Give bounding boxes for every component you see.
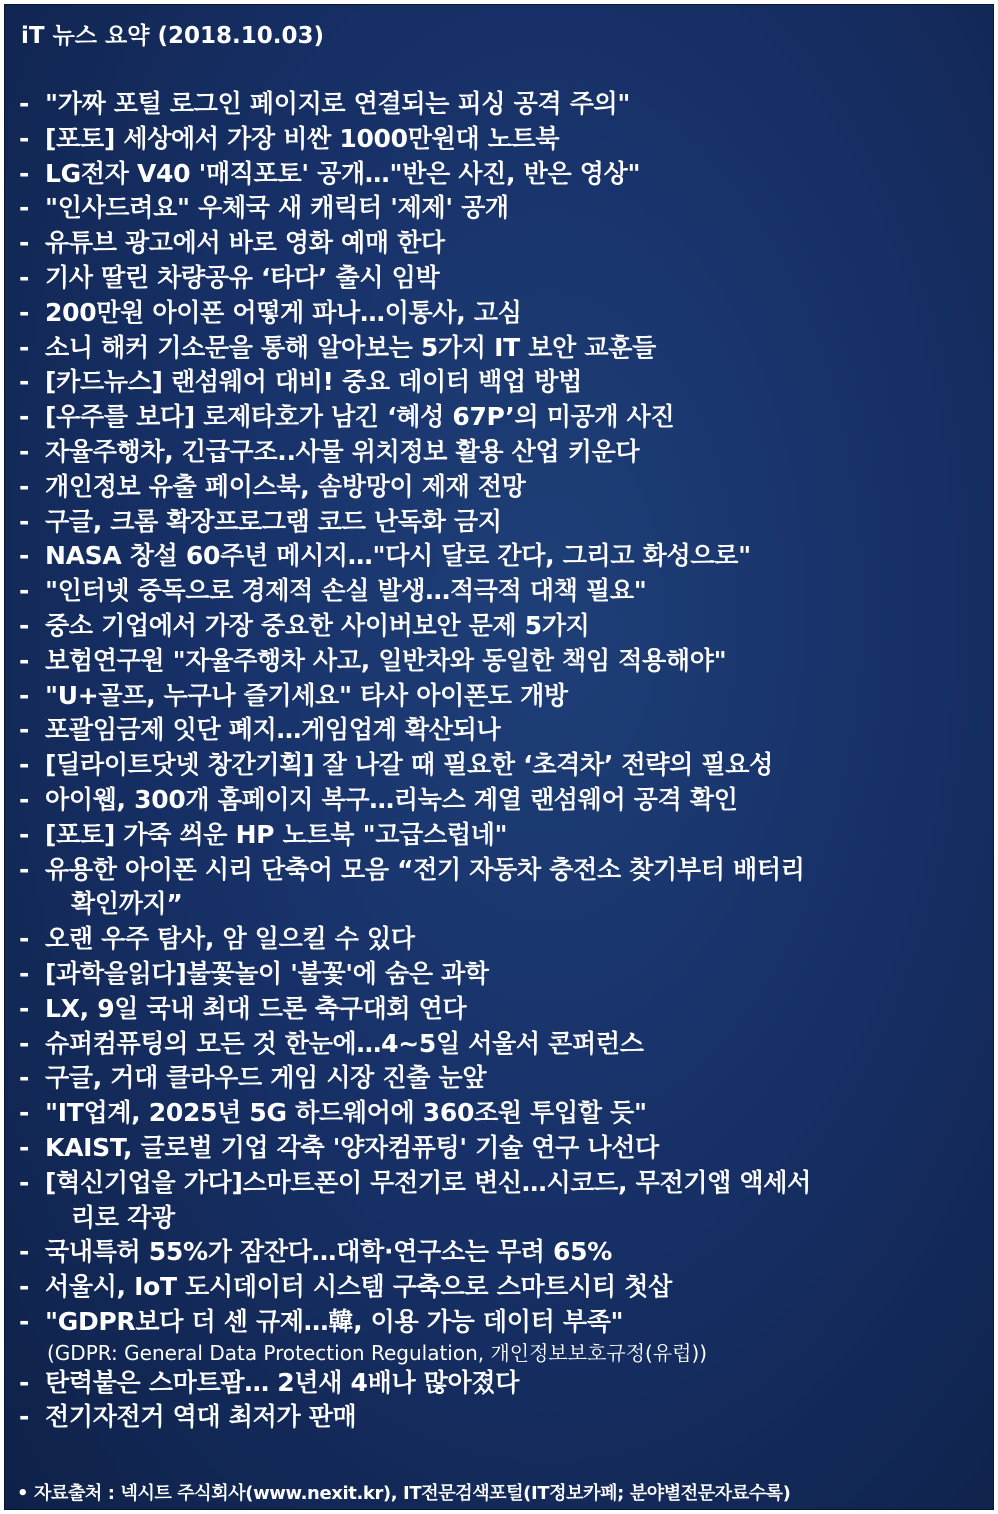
source-note: • 자료출처 : 넥시트 주식회사(www.nexit.kr), IT전문검색포털(IT정보카페; 분야별전문자료수록) xyxy=(17,1483,791,1504)
news-item xyxy=(19,853,985,923)
bullet-dash: - xyxy=(19,89,30,118)
bullet-dash: - xyxy=(19,610,30,640)
news-item xyxy=(19,470,985,505)
bullet-dash: - xyxy=(19,1098,30,1128)
bullet-dash: - xyxy=(19,123,30,153)
bullet-dash: - xyxy=(19,715,30,745)
news-headline: [우주를 보다] 로제타호가 남긴 ‘혜성 67P’의 미공개 사진 xyxy=(45,402,675,432)
news-item xyxy=(19,261,985,296)
news-item xyxy=(19,505,985,540)
news-headline: [포토] 가죽 씌운 HP 노트북 "고급스럽네" xyxy=(45,819,508,849)
news-headline: 구글, 거대 클라우드 게임 시장 진출 눈앞 xyxy=(45,1063,487,1093)
bullet-dash: - xyxy=(19,854,30,884)
news-item xyxy=(19,1061,985,1096)
news-headline: "가짜 포털 로그인 페이지로 연결되는 피싱 공격 주의" xyxy=(45,89,631,118)
news-item xyxy=(19,226,985,261)
bullet-dash: - xyxy=(19,1132,30,1162)
bullet-dash: - xyxy=(19,1367,30,1397)
news-item xyxy=(19,331,985,366)
news-headline: "GDPR보다 더 센 규제…韓, 이용 가능 데이터 부족" xyxy=(45,1306,624,1336)
news-headline: [카드뉴스] 랜섬웨어 대비! 중요 데이터 백업 방법 xyxy=(45,367,582,397)
news-headline: LG전자 V40 '매직포토' 공개…"반은 사진, 반은 영상" xyxy=(45,158,641,188)
bullet-dash: - xyxy=(19,402,30,432)
news-item xyxy=(19,296,985,331)
bullet-dash: - xyxy=(19,193,30,223)
news-headline: 아이웹, 300개 홈페이지 복구…리눅스 계열 랜섬웨어 공격 확인 xyxy=(45,784,738,814)
bullet-dash: - xyxy=(19,1063,30,1093)
news-item xyxy=(19,1027,985,1062)
bullet-dash: - xyxy=(19,436,30,466)
news-headline: 서울시, IoT 도시데이터 시스템 구축으로 스마트시티 첫삽 xyxy=(45,1272,672,1302)
bullet-dash: - xyxy=(19,1306,30,1336)
bullet-dash: - xyxy=(19,506,30,536)
news-item xyxy=(19,1131,985,1166)
news-headline: "인사드려요" 우체국 새 캐릭터 '제제' 공개 xyxy=(45,193,509,223)
news-item xyxy=(19,748,985,783)
news-headline-continuation: 리로 각광 xyxy=(71,1202,175,1232)
bullet-dash: - xyxy=(19,1167,30,1197)
bullet-dash: - xyxy=(19,784,30,814)
bullet-dash: - xyxy=(19,228,30,258)
news-headline: 국내특허 55%가 잠잔다…대학·연구소는 무려 65% xyxy=(45,1237,612,1267)
bullet-dash: - xyxy=(19,297,30,327)
bullet-dash: - xyxy=(19,680,30,710)
bullet-dash: - xyxy=(19,1237,30,1267)
news-item xyxy=(19,539,985,574)
news-headline: KAIST, 글로벌 기업 각축 '양자컴퓨팅' 기술 연구 나선다 xyxy=(45,1132,659,1162)
news-headline: "IT업계, 2025년 5G 하드웨어에 360조원 투입할 듯" xyxy=(45,1098,647,1128)
news-item xyxy=(19,1235,985,1270)
bullet-dash: - xyxy=(19,1028,30,1058)
news-item xyxy=(19,1305,985,1366)
news-headline: 전기자전거 역대 최저가 판매 xyxy=(45,1402,357,1432)
news-headline: 구글, 크롬 확장프로그램 코드 난독화 금지 xyxy=(45,506,502,536)
news-list xyxy=(19,87,985,1435)
bullet-dash: - xyxy=(19,367,30,397)
news-item xyxy=(19,1366,985,1401)
bullet-dash: - xyxy=(19,924,30,954)
bullet-dash: - xyxy=(19,1402,30,1432)
bullet-dash: - xyxy=(19,158,30,188)
bullet-dash: - xyxy=(19,993,30,1023)
news-headline: 유용한 아이폰 시리 단축어 모음 “전기 자동차 충전소 찾기부터 배터리 xyxy=(45,854,805,884)
news-item xyxy=(19,400,985,435)
bullet-dash: - xyxy=(19,541,30,571)
news-headline: "인터넷 중독으로 경제적 손실 발생…적극적 대책 필요" xyxy=(45,576,647,606)
news-footnote: (GDPR: General Data Protection Regulation, 개인정보보호규정(유럽)) xyxy=(47,1340,708,1365)
news-headline: 기사 딸린 차량공유 ‘타다’ 출시 임박 xyxy=(45,262,440,292)
news-headline: [딜라이트닷넷 창간기획] 잘 나갈 때 필요한 ‘초격차’ 전략의 필요성 xyxy=(45,750,773,780)
news-summary-slide xyxy=(4,4,994,1510)
news-item xyxy=(19,644,985,679)
news-headline: 탄력붙은 스마트팜… 2년새 4배나 많아졌다 xyxy=(45,1367,520,1397)
news-item xyxy=(19,87,985,122)
bullet-dash: - xyxy=(19,332,30,362)
news-item xyxy=(19,783,985,818)
news-headline: 오랜 우주 탐사, 암 일으킬 수 있다 xyxy=(45,924,415,954)
bullet-dash: - xyxy=(19,819,30,849)
news-item xyxy=(19,157,985,192)
bullet-dash: - xyxy=(19,262,30,292)
news-headline: [과학을읽다]불꽃놀이 '불꽃'에 숨은 과학 xyxy=(45,958,489,988)
news-headline: [혁신기업을 가다]스마트폰이 무전기로 변신…시코드, 무전기앱 액세서 xyxy=(45,1167,811,1197)
bullet-dash: - xyxy=(19,1272,30,1302)
news-item xyxy=(19,1096,985,1131)
news-headline: "U+골프, 누구나 즐기세요" 타사 아이폰도 개방 xyxy=(45,680,568,710)
news-headline: 포괄임금제 잇단 폐지…게임업계 확산되나 xyxy=(45,715,501,745)
news-item xyxy=(19,574,985,609)
news-item xyxy=(19,679,985,714)
news-headline: 200만원 아이폰 어떻게 파나…이통사, 고심 xyxy=(45,297,522,327)
page-title: iT 뉴스 요약 (2018.10.03) xyxy=(21,23,324,49)
bullet-dash: - xyxy=(19,750,30,780)
news-item xyxy=(19,992,985,1027)
news-headline: 소니 해커 기소문을 통해 알아보는 5가지 IT 보안 교훈들 xyxy=(45,332,656,362)
bullet-dash: - xyxy=(19,645,30,675)
bullet-dash: - xyxy=(19,576,30,606)
bullet-dash: - xyxy=(19,958,30,988)
news-headline: [포토] 세상에서 가장 비싼 1000만원대 노트북 xyxy=(45,123,560,153)
news-item xyxy=(19,1400,985,1435)
news-item xyxy=(19,713,985,748)
news-headline: 자율주행차, 긴급구조..사물 위치정보 활용 산업 키운다 xyxy=(45,436,640,466)
news-headline: 중소 기업에서 가장 중요한 사이버보안 문제 5가지 xyxy=(45,610,590,640)
news-headline: NASA 창설 60주년 메시지…"다시 달로 간다, 그리고 화성으로" xyxy=(45,541,751,571)
news-headline-continuation: 확인까지” xyxy=(71,889,183,919)
news-item xyxy=(19,818,985,853)
news-headline: LX, 9일 국내 최대 드론 축구대회 연다 xyxy=(45,993,467,1023)
bullet-dash: - xyxy=(19,471,30,501)
news-item xyxy=(19,609,985,644)
news-item xyxy=(19,922,985,957)
news-item xyxy=(19,365,985,400)
news-headline: 보험연구원 "자율주행차 사고, 일반차와 동일한 책임 적용해야" xyxy=(45,645,727,675)
news-headline: 슈퍼컴퓨팅의 모든 것 한눈에…4~5일 서울서 콘퍼런스 xyxy=(45,1028,644,1058)
news-item xyxy=(19,122,985,157)
news-item xyxy=(19,1166,985,1236)
news-item xyxy=(19,1270,985,1305)
news-item xyxy=(19,435,985,470)
news-item xyxy=(19,191,985,226)
news-headline: 유튜브 광고에서 바로 영화 예매 한다 xyxy=(45,228,445,258)
news-item xyxy=(19,957,985,992)
news-headline: 개인정보 유출 페이스북, 솜방망이 제재 전망 xyxy=(45,471,526,501)
